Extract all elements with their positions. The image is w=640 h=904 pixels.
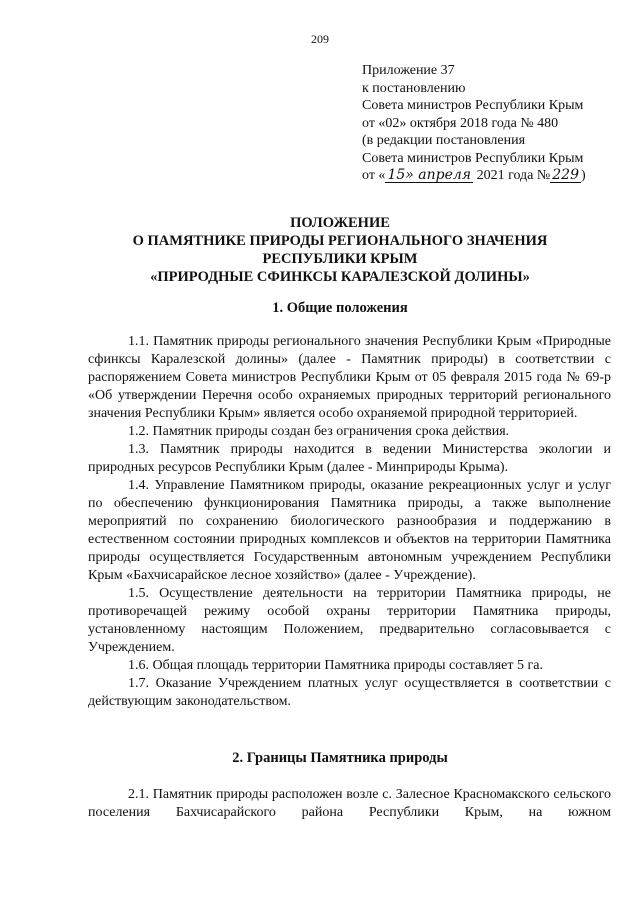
- section-2-body: [88, 786, 611, 822]
- appendix-line-amended: [362, 167, 632, 185]
- paragraph-1-4: 1.4. Управление Памятником природы, оказание рекреационных услуг и услуг по обеспечению функционирования Памятника природы, а также выполнение мероприятий по сохранению биологического разнообразия и поддержанию в естественном состоянии природных комплексов и объектов на территории Памятника природы осуществляется Государственным автономным учреждением Республики Крым «Бахчисарайское лесное хозяйство» (далее - Учреждение).: [88, 478, 611, 583]
- paragraph-1-5: 1.5. Осуществление деятельности на территории Памятника природы, не противоречащей режиму особой охраны территории Памятника природы, установленному настоящим Положением, предварительно согласовывается с Учреждением.: [88, 586, 611, 655]
- handwritten-date: 15» апреля: [387, 167, 472, 183]
- appendix-block: [362, 62, 632, 185]
- section-2-heading: 2. Границы Памятника природы: [232, 750, 448, 766]
- title-line: РЕСПУБЛИКИ КРЫМ: [262, 251, 418, 267]
- paragraph-1-3: 1.3. Памятник природы находится в ведении Министерства экологии и природных ресурсов Республики Крым (далее - Минприроды Крыма).: [88, 442, 611, 475]
- paragraph-1-2: 1.2. Памятник природы создан без ограничения срока действия.: [128, 424, 510, 439]
- appendix-line: к постановлению: [362, 80, 466, 96]
- appendix-line: Приложение 37: [362, 63, 455, 78]
- appendix-line: Совета министров Республики Крым: [362, 98, 584, 113]
- paragraph-1-1: 1.1. Памятник природы регионального значения Республики Крым «Природные сфинксы Каралезской долины» (далее - Памятник природы) в соответствии с распоряжением Совета министров Республики Крым от 05 февраля 2015 года № 69-р «Об утверждении Перечня особо охраняемых природных территорий регионального значения Республики Крым» является особо охраняемой природной территорией.: [88, 334, 611, 421]
- appendix-line: от «02» октября 2018 года № 480: [362, 115, 559, 131]
- page-number: 209: [311, 32, 329, 46]
- title-line: «ПРИРОДНЫЕ СФИНКСЫ КАРАЛЕЗСКОЙ ДОЛИНЫ»: [150, 269, 530, 285]
- amended-suffix: ): [580, 168, 586, 183]
- appendix-line: Совета министров Республики Крым: [362, 150, 584, 166]
- title-line: ПОЛОЖЕНИЕ: [290, 215, 390, 231]
- document-title: [60, 214, 620, 286]
- amended-prefix: от «: [362, 168, 386, 183]
- section-1-body: [88, 333, 611, 711]
- handwritten-number: 229: [552, 167, 579, 183]
- paragraph-2-1: 2.1. Памятник природы расположен возле с. Залесное Красномакского сельского поселения Бахчисарайского района Республики Крым, на южном: [88, 787, 611, 820]
- title-line: О ПАМЯТНИКЕ ПРИРОДЫ РЕГИОНАЛЬНОГО ЗНАЧЕНИЯ: [132, 233, 548, 249]
- amended-mid: 2021 года №: [473, 168, 551, 183]
- paragraph-1-6: 1.6. Общая площадь территории Памятника природы составляет 5 га.: [128, 658, 543, 673]
- paragraph-1-7: 1.7. Оказание Учреждением платных услуг осуществляется в соответствии с действующим законодательством.: [88, 676, 611, 709]
- appendix-line: (в редакции постановления: [362, 133, 526, 148]
- section-1-heading: 1. Общие положения: [272, 300, 408, 316]
